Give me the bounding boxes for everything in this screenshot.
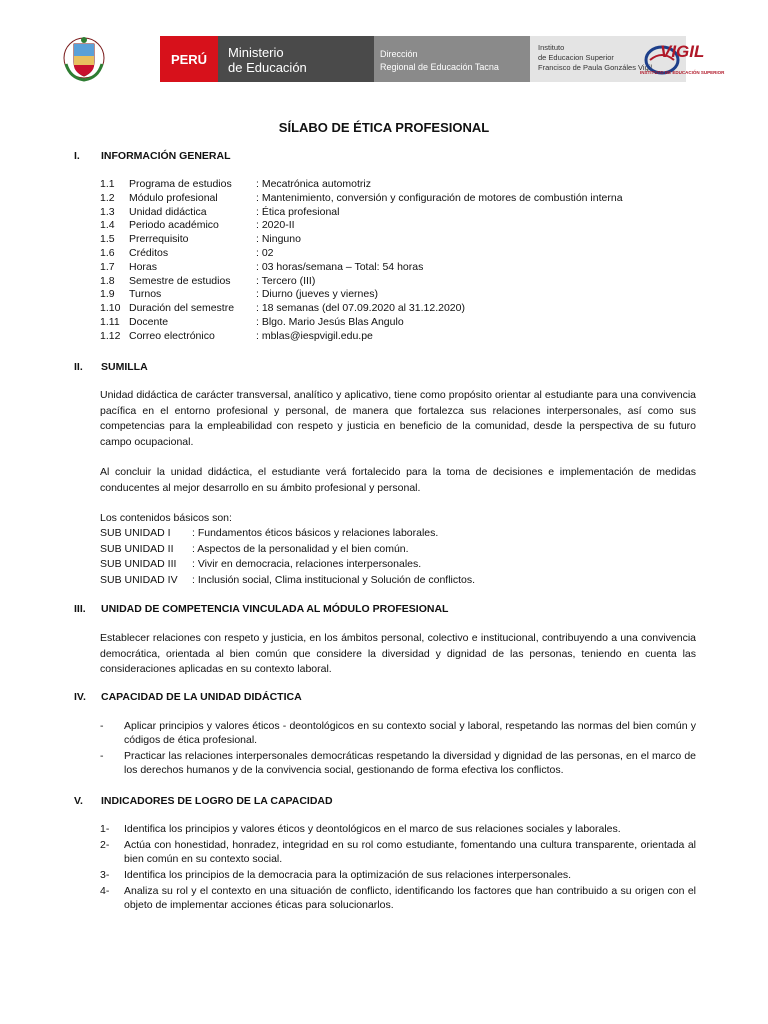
sub-unit-value: : Aspectos de la personalidad y el bien común. [192,542,409,555]
list-item [100,719,696,747]
capacidad-list [100,719,696,779]
info-label: Créditos [129,246,169,259]
info-row [100,330,623,344]
sub-unit-row [100,542,475,558]
sub-unit-key: SUB UNIDAD IV [100,573,178,586]
info-label: Correo electrónico [129,329,215,342]
document-title: SÍLABO DE ÉTICA PROFESIONAL [278,120,490,135]
info-number: 1.1 [100,178,115,190]
ministerio-line1: Ministerio [228,45,284,60]
sub-unit-row [100,573,475,589]
section-heading-4 [74,691,302,703]
section-title: CAPACIDAD DE LA UNIDAD DIDÁCTICA [101,691,302,703]
list-text: Practicar las relaciones interpersonales democráticas respetando la diversidad y dignidad de las personas, en el marco de los derechos humanos y de la convivencia social, gestionando de forma efectiva los conflictos. [124,750,696,776]
info-label: Módulo profesional [129,191,218,204]
info-number: 1.6 [100,246,115,259]
info-row [100,178,623,192]
list-text: Identifica los principios de la democracia para la optimización de sus relaciones interpersonales. [124,869,572,881]
peru-coat-of-arms-icon [62,34,106,84]
section-number: V. [74,795,83,807]
info-label: Docente [129,315,169,328]
list-marker: 1- [100,823,110,835]
info-row [100,233,623,247]
inst-line2: de Educacion Superior [538,53,614,62]
list-item [100,749,696,777]
section-heading-2 [74,361,148,373]
list-marker: - [100,750,104,762]
info-value: : Mecatrónica automotriz [256,178,371,190]
sub-unit-value: : Inclusión social, Clima institucional y Solución de conflictos. [192,573,476,586]
list-item [100,868,696,882]
list-text: Identifica los principios y valores éticos y deontológicos en el marco de sus relaciones sociales y laborales. [124,823,621,835]
section-number: I. [74,150,80,162]
info-row [100,261,623,275]
info-value: : 02 [256,246,274,259]
section-title: INDICADORES DE LOGRO DE LA CAPACIDAD [101,795,333,807]
sub-unit-key: SUB UNIDAD III [100,558,177,570]
sub-unit-value: : Vivir en democracia, relaciones interpersonales. [192,558,422,570]
info-value: : mblas@iespvigil.edu.pe [256,329,373,342]
section-heading-3 [74,603,448,615]
header-logos [56,34,736,86]
info-value: : Ninguno [256,233,301,246]
info-value: : Diurno (jueves y viernes) [256,288,378,301]
ministerio-line2: de Educación [228,60,307,75]
info-label: Unidad didáctica [129,205,207,218]
info-row [100,288,623,302]
info-label: Semestre de estudios [129,274,231,287]
section-title: SUMILLA [101,361,148,373]
inst-line3: Francisco de Paula Gonzáles Vigil [538,63,653,72]
competencia-paragraph: Establecer relaciones con respeto y justicia, en los ámbitos personal, colectivo e institucional, contribuyendo a una convivencia democrática, orientada al bien común que considere la diversidad y dignidad de las personas, teniendo en cuenta las consideraciones aplicadas en su contexto laboral. [100,632,696,675]
info-number: 1.8 [100,274,115,287]
indicadores-list [100,822,696,914]
list-item [100,884,696,912]
list-marker: 2- [100,839,110,851]
info-row [100,302,623,316]
list-item [100,822,696,836]
info-value: : 2020-II [256,219,295,232]
section-title: UNIDAD DE COMPETENCIA VINCULADA AL MÓDULO PROFESIONAL [101,603,449,615]
vigil-logo-subtitle: INSTITUTO DE EDUCACIÓN SUPERIOR [640,70,725,75]
info-number: 1.12 [100,329,121,342]
list-text: Aplicar principios y valores éticos - deontológicos en su contexto social y laboral, respetando las normas del bien común y códigos de ética profesional. [124,720,696,746]
list-text: Analiza su rol y el contexto en una situación de conflicto, identificando los factores que han contribuido a su origen con el objeto de implementar acciones éticas para solucionarlos. [124,885,696,911]
list-text: Actúa con honestidad, honradez, integridad en su rol como estudiante, fomentando una cultura transparente, orientada al bien común en su contexto social. [124,839,696,865]
info-row [100,316,623,330]
dre-line1: Dirección [380,49,418,59]
list-marker: 3- [100,869,110,881]
info-number: 1.11 [100,315,120,328]
info-number: 1.10 [100,302,121,315]
info-label: Programa de estudios [129,178,232,190]
section-number: IV. [74,691,86,703]
info-value: : 18 semanas (del 07.09.2020 al 31.12.2020) [256,302,465,315]
info-number: 1.2 [100,191,115,204]
section-number: II. [74,361,83,373]
info-number: 1.9 [100,288,115,301]
list-marker: 4- [100,885,110,897]
list-marker: - [100,720,104,732]
info-label: Horas [129,260,158,273]
info-row [100,219,623,233]
section-number: III. [74,603,86,615]
info-value: : 03 horas/semana – Total: 54 horas [256,260,424,273]
info-row [100,275,623,289]
general-info-list [100,178,623,344]
sumilla-paragraph-1: Unidad didáctica de carácter transversal, analítico y aplicativo, tiene como propósito orientar al estudiante para una convivencia pacífica en el entorno profesional y personal, de manera que fortalezca sus relaciones interpersonales, así como sus competencias para la empleabilidad con respeto y justicia en beneficio de la comunidad, desde la perspectiva de su futuro campo ocupacional. [100,389,696,448]
vigil-logo-text: VIGIL [660,42,705,61]
section-heading-5 [74,795,333,807]
info-label: Prerrequisito [129,233,189,246]
sumilla-paragraph-2: Al concluir la unidad didáctica, el estudiante verá fortalecido para la toma de decisiones e implementación de medidas conducentes al mejor desarrollo en su ámbito profesional y personal. [100,466,696,494]
inst-line1: Instituto [538,43,565,52]
info-value: : Blgo. Mario Jesús Blas Angulo [256,315,404,328]
peru-label: PERÚ [160,36,218,82]
ministerio-label [218,36,374,82]
sub-units-list [100,526,475,588]
info-label: Periodo académico [129,219,219,232]
info-number: 1.5 [100,233,115,246]
info-row [100,247,623,261]
info-number: 1.3 [100,205,115,218]
contents-intro: Los contenidos básicos son: [100,512,232,524]
info-number: 1.7 [100,260,115,273]
info-value: : Mantenimiento, conversión y configuración de motores de combustión interna [256,191,623,204]
sub-unit-key: SUB UNIDAD II [100,542,174,555]
sub-unit-row [100,526,475,542]
dre-label [374,36,530,82]
info-label: Turnos [129,288,162,301]
list-item [100,838,696,866]
info-row [100,206,623,220]
sub-unit-key: SUB UNIDAD I [100,527,171,539]
info-number: 1.4 [100,219,115,232]
section-heading-1 [74,150,231,162]
info-label: Duración del semestre [129,302,235,315]
info-value: : Ética profesional [256,205,340,218]
info-row [100,192,623,206]
section-title: INFORMACIÓN GENERAL [101,150,231,162]
dre-line2: Regional de Educación Tacna [380,62,499,72]
info-value: : Tercero (III) [256,274,316,287]
sub-unit-value: : Fundamentos éticos básicos y relaciones laborales. [192,527,439,539]
sub-unit-row [100,557,475,573]
